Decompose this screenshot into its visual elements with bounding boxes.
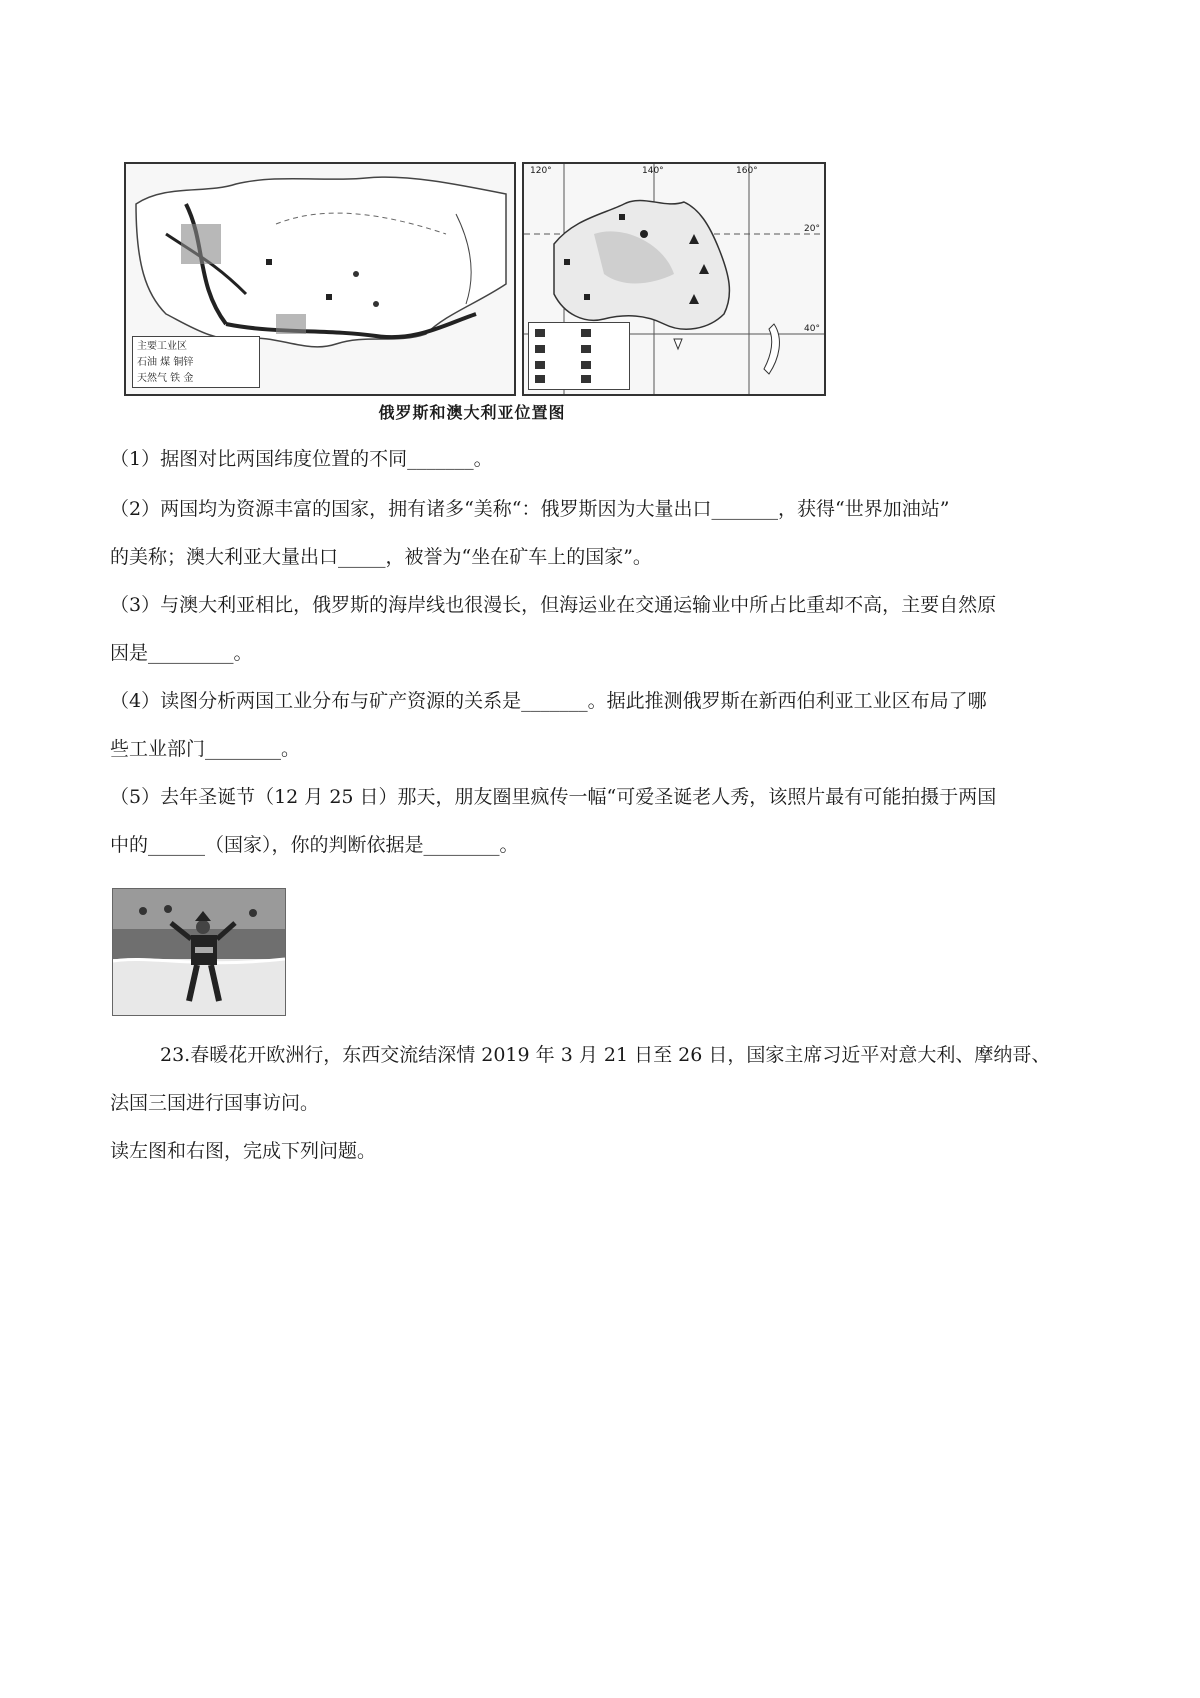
santa-beach-photo (112, 888, 286, 1016)
question-1: （1）据图对比两国纬度位置的不同_______。 (110, 448, 493, 470)
lon-label-140: 140° (642, 166, 664, 176)
question-2-line-1: （2）两国均为资源丰富的国家，拥有诸多“美称“：俄罗斯因为大量出口_______，获得“世界加油站” (110, 498, 950, 520)
lon-label-120: 120° (530, 166, 552, 176)
lon-label-160: 160° (736, 166, 758, 176)
question-23-line-3: 读左图和右图，完成下列问题。 (110, 1140, 377, 1162)
russia-map-legend (132, 336, 260, 388)
question-23-line-2: 法国三国进行国事访问。 (110, 1092, 320, 1114)
question-2-line-2: 的美称；澳大利亚大量出口_____，被誉为“坐在矿车上的国家”。 (110, 546, 652, 568)
russia-map (124, 162, 516, 396)
question-23-line-1: 23.春暖花开欧洲行，东西交流结深情 2019 年 3 月 21 日至 26 日，国家主席习近平对意大利、摩纳哥、 (160, 1044, 1051, 1066)
legend-line: 天然气 铁 金 (137, 373, 194, 384)
australia-map-legend (528, 322, 630, 390)
question-3-line-1: （3）与澳大利亚相比，俄罗斯的海岸线也很漫长，但海运业在交通运输业中所占比重却不高，主要自然原 (110, 594, 997, 616)
santa-photo-drawing (113, 889, 285, 1015)
legend-line: 石油 煤 铜锌 (137, 357, 194, 368)
question-4-line-2: 些工业部门________。 (110, 738, 301, 760)
australia-map (522, 162, 826, 396)
legend-line: 主要工业区 (137, 341, 187, 352)
russia-australia-map-figure (112, 150, 832, 420)
lat-label-20: 20° (804, 224, 820, 234)
lat-label-40: 40° (804, 324, 820, 334)
map-caption: 俄罗斯和澳大利亚位置图 (378, 403, 566, 422)
question-4-line-1: （4）读图分析两国工业分布与矿产资源的关系是_______。据此推测俄罗斯在新西伯利亚工业区布局了哪 (110, 690, 987, 712)
question-3-line-2: 因是_________。 (110, 642, 253, 664)
question-5-line-2: 中的______（国家），你的判断依据是________。 (110, 834, 519, 856)
question-5-line-1: （5）去年圣诞节（12 月 25 日）那天，朋友圈里疯传一幅“可爱圣诞老人秀，该照片最有可能拍摄于两国 (110, 786, 997, 808)
